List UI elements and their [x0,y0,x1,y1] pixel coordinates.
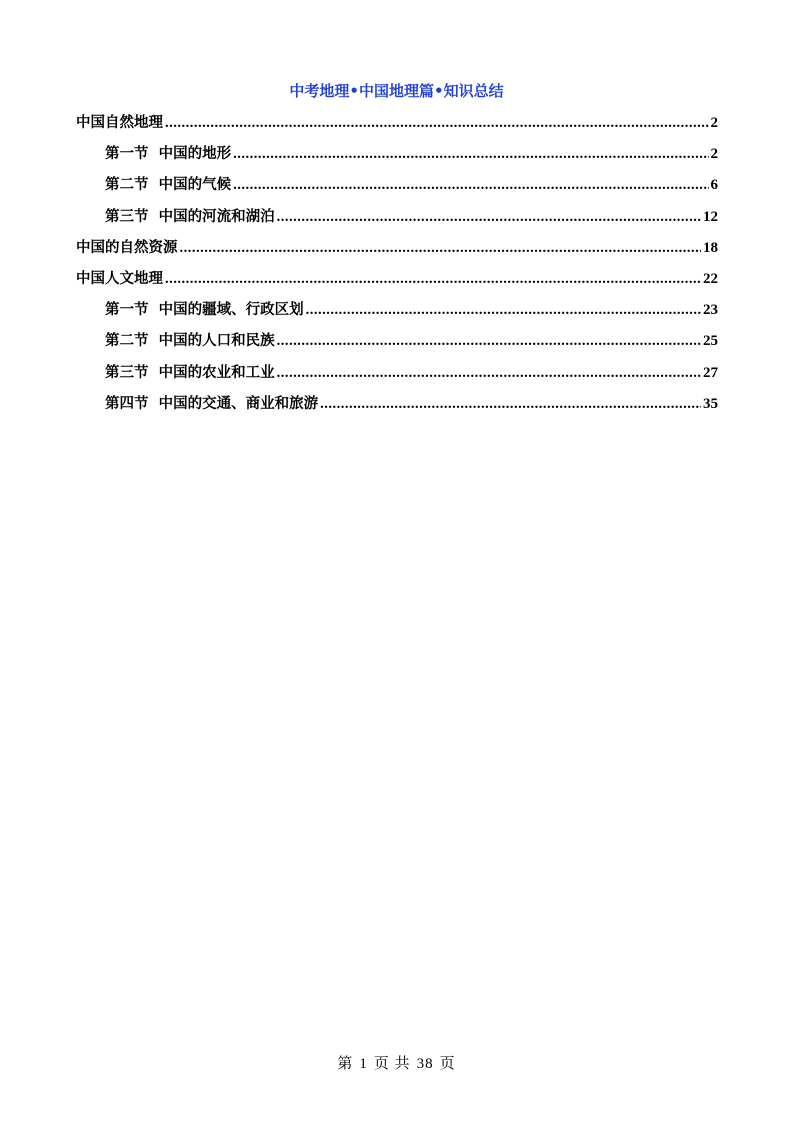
toc-entry-page: 6 [710,177,718,194]
toc-entry-label: 第四节 中国的交通、商业和旅游 [105,395,319,412]
toc-entry-page: 22 [703,270,718,287]
toc-dot-leader [233,143,708,165]
footer-middle: 页 共 [373,1056,411,1072]
toc-entry[interactable] [76,237,718,268]
footer-suffix: 页 [439,1056,456,1072]
toc-dot-leader [306,299,701,321]
toc-entry-page: 2 [710,146,718,163]
toc-entry[interactable] [76,206,718,237]
toc-entry[interactable] [76,174,718,205]
toc-entry[interactable] [76,112,718,143]
toc-dot-leader [233,174,708,196]
toc-entry-label: 第三节 中国的河流和湖泊 [105,208,275,225]
document-title: 中考地理•中国地理篇•知识总结 [289,82,504,100]
toc-entry-page: 25 [703,333,718,350]
toc-entry[interactable] [76,330,718,361]
toc-entry-page: 2 [710,115,718,131]
toc-dot-leader [165,268,701,290]
toc-entry-page: 18 [703,239,718,256]
toc-dot-leader [277,362,701,384]
toc-dot-leader [277,330,701,352]
toc-entry-label: 第二节 中国的气候 [105,177,232,194]
footer-current-page: 1 [359,1056,368,1072]
toc-entry-label: 中国的自然资源 [76,239,178,256]
toc-entry-label: 第一节 中国的地形 [105,146,232,163]
toc-entry[interactable] [76,143,718,174]
toc-dot-leader [180,237,702,259]
toc-dot-leader [165,112,709,134]
toc-entry[interactable] [76,393,718,424]
toc-entry-label: 第一节 中国的疆域、行政区划 [105,302,304,319]
toc-entry-page: 35 [703,395,718,412]
toc-entry[interactable] [76,299,718,330]
toc-entry-label: 中国人文地理 [76,270,163,287]
page-footer [0,1054,793,1074]
toc-dot-leader [277,206,701,228]
toc-dot-leader [320,393,701,415]
footer-prefix: 第 [337,1056,354,1072]
toc-entry[interactable] [76,268,718,299]
toc-entry-label: 第三节 中国的农业和工业 [105,364,275,381]
footer-total-pages: 38 [416,1056,434,1072]
toc-entry-label: 第二节 中国的人口和民族 [105,333,275,350]
table-of-contents [76,112,718,424]
toc-entry[interactable] [76,362,718,393]
toc-entry-label: 中国自然地理 [76,115,163,131]
toc-entry-page: 27 [703,364,718,381]
toc-entry-page: 23 [703,302,718,319]
toc-entry-page: 12 [703,208,718,225]
